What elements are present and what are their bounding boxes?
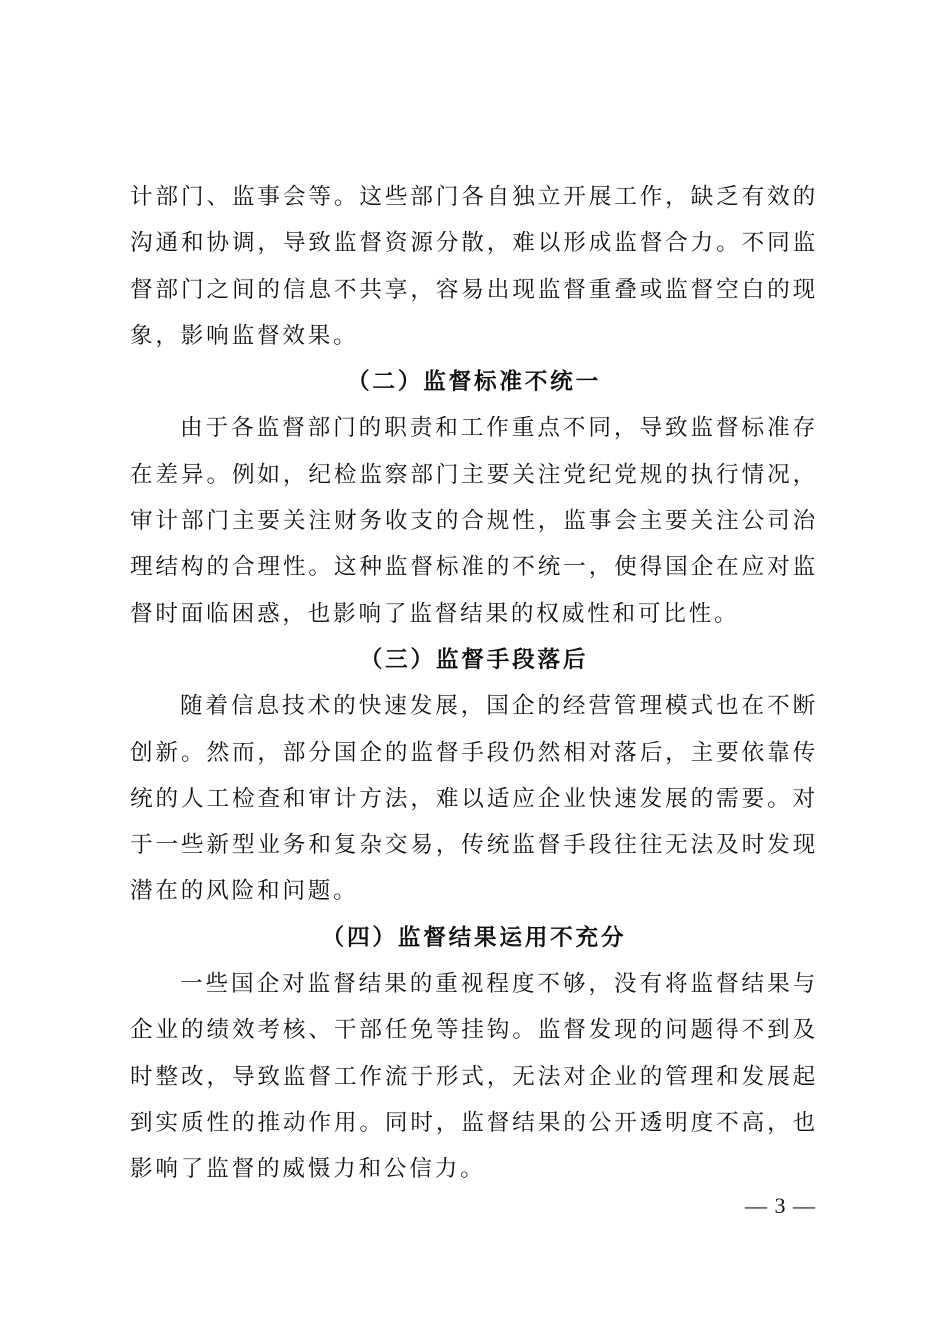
paragraph-standards: 由于各监督部门的职责和工作重点不同，导致监督标准存在差异。例如，纪检监察部门主要关注党纪党规的执行情况，审计部门主要关注财务收支的合规性，监事会主要关注公司治理结构的合理性。这种监督标准的不统一，使得国企在应对监督时面临困惑，也影响了监督结果的权威性和可比性。 [130,415,818,627]
paragraph-methods: 随着信息技术的快速发展，国企的经营管理模式也在不断创新。然而，部分国企的监督手段仍然相对落后，主要依靠传统的人工检查和审计方法，难以适应企业快速发展的需要。对于一些新型业务和复杂交易，传统监督手段往往无法及时发现潜在的风险和问题。 [130,693,818,905]
paragraph-results: 一些国企对监督结果的重视程度不够，没有将监督结果与企业的绩效考核、干部任免等挂钩。监督发现的问题得不到及时整改，导致监督工作流于形式，无法对企业的管理和发展起到实质性的推动作用。同时，监督结果的公开透明度不高，也影响了监督的威慑力和公信力。 [130,971,818,1183]
section-heading-3: （三）监督手段落后 [359,646,589,673]
paragraph-continuation: 计部门、监事会等。这些部门各自独立开展工作，缺乏有效的沟通和协调，导致监督资源分散，难以形成监督合力。不同监督部门之间的信息不共享，容易出现监督重叠或监督空白的现象，影响监督效果。 [130,184,818,349]
document-body [130,174,818,1193]
section-heading-4: （四）监督结果运用不充分 [321,924,627,951]
page-number: — 3 — [745,1193,816,1218]
section-heading-2: （二）监督标准不统一 [347,369,601,396]
